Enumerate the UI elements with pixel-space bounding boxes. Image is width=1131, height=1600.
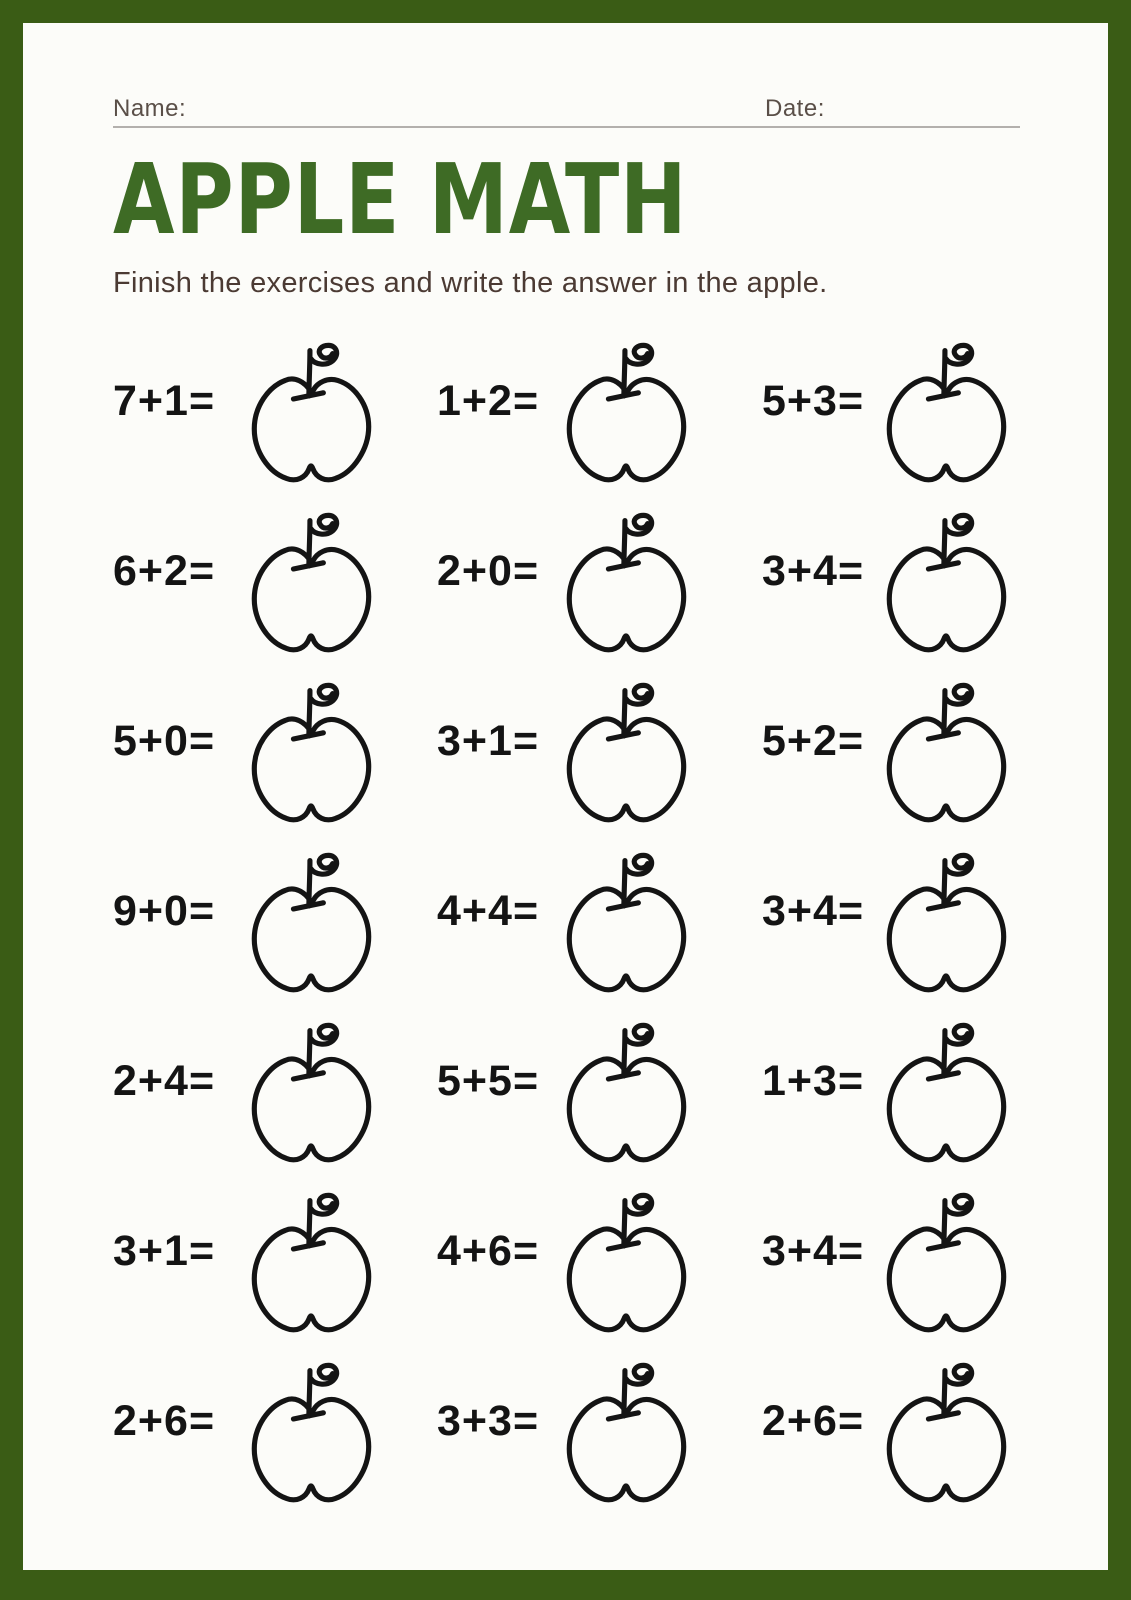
apple-answer-field[interactable] — [245, 508, 379, 665]
apple-answer-field[interactable] — [245, 1358, 379, 1515]
apple-answer-field[interactable] — [245, 338, 379, 495]
equation-label: 3+1= — [113, 1227, 216, 1275]
date-label: Date: — [765, 95, 825, 122]
exercise-cell — [113, 848, 437, 1018]
apple-icon — [889, 1195, 1003, 1329]
apple-answer-field[interactable] — [880, 678, 1014, 835]
apple-icon — [569, 855, 683, 989]
exercise-row — [113, 678, 1020, 848]
apple-icon — [569, 345, 683, 479]
equation-label: 3+1= — [437, 717, 540, 765]
apple-icon — [569, 685, 683, 819]
apple-icon — [569, 1195, 683, 1329]
apple-answer-field[interactable] — [880, 1018, 1014, 1175]
exercise-cell — [113, 1358, 437, 1528]
apple-icon — [889, 1025, 1003, 1159]
exercise-cell — [762, 1358, 1020, 1528]
apple-icon — [889, 345, 1003, 479]
equation-label: 5+5= — [437, 1057, 540, 1105]
apple-answer-field[interactable] — [560, 338, 694, 495]
paper-area — [23, 23, 1108, 1570]
equation-label: 6+2= — [113, 547, 216, 595]
exercise-row — [113, 508, 1020, 678]
apple-answer-field[interactable] — [245, 1018, 379, 1175]
apple-answer-field[interactable] — [880, 1188, 1014, 1345]
exercise-cell — [437, 508, 762, 678]
equation-label: 3+4= — [762, 887, 865, 935]
apple-icon — [254, 1025, 368, 1159]
exercise-cell — [437, 338, 762, 508]
apple-answer-field[interactable] — [560, 508, 694, 665]
apple-icon — [254, 1195, 368, 1329]
equation-label: 5+0= — [113, 717, 216, 765]
exercise-cell — [762, 678, 1020, 848]
equation-label: 5+2= — [762, 717, 865, 765]
apple-answer-field[interactable] — [560, 1018, 694, 1175]
apple-icon — [889, 685, 1003, 819]
exercise-row — [113, 338, 1020, 508]
equation-label: 2+6= — [762, 1397, 865, 1445]
apple-answer-field[interactable] — [560, 1358, 694, 1515]
page-title: APPLE MATH — [113, 143, 688, 256]
exercise-grid — [113, 338, 1020, 1528]
equation-label: 2+0= — [437, 547, 540, 595]
content-area — [113, 23, 1020, 1570]
exercise-row — [113, 848, 1020, 1018]
equation-label: 3+4= — [762, 1227, 865, 1275]
apple-answer-field[interactable] — [245, 1188, 379, 1345]
apple-icon — [254, 855, 368, 989]
apple-answer-field[interactable] — [880, 338, 1014, 495]
apple-icon — [889, 855, 1003, 989]
apple-answer-field[interactable] — [245, 678, 379, 835]
name-date-fill-line[interactable] — [113, 126, 1020, 128]
equation-label: 1+2= — [437, 377, 540, 425]
exercise-row — [113, 1188, 1020, 1358]
exercise-cell — [113, 1018, 437, 1188]
exercise-row — [113, 1358, 1020, 1528]
exercise-cell — [762, 1018, 1020, 1188]
apple-answer-field[interactable] — [880, 848, 1014, 1005]
apple-answer-field[interactable] — [560, 1188, 694, 1345]
apple-icon — [569, 515, 683, 649]
apple-answer-field[interactable] — [880, 1358, 1014, 1515]
exercise-cell — [437, 848, 762, 1018]
exercise-cell — [762, 848, 1020, 1018]
equation-label: 7+1= — [113, 377, 216, 425]
exercise-cell — [437, 1358, 762, 1528]
apple-icon — [254, 685, 368, 819]
equation-label: 9+0= — [113, 887, 216, 935]
exercise-cell — [113, 338, 437, 508]
equation-label: 3+3= — [437, 1397, 540, 1445]
apple-answer-field[interactable] — [245, 848, 379, 1005]
apple-icon — [254, 515, 368, 649]
exercise-cell — [437, 678, 762, 848]
equation-label: 1+3= — [762, 1057, 865, 1105]
apple-icon — [889, 1365, 1003, 1499]
equation-label: 4+6= — [437, 1227, 540, 1275]
equation-label: 4+4= — [437, 887, 540, 935]
apple-answer-field[interactable] — [880, 508, 1014, 665]
apple-answer-field[interactable] — [560, 848, 694, 1005]
apple-answer-field[interactable] — [560, 678, 694, 835]
exercise-cell — [762, 1188, 1020, 1358]
exercise-cell — [113, 678, 437, 848]
exercise-cell — [762, 508, 1020, 678]
apple-icon — [569, 1365, 683, 1499]
name-label: Name: — [113, 95, 187, 122]
equation-label: 3+4= — [762, 547, 865, 595]
apple-icon — [569, 1025, 683, 1159]
equation-label: 5+3= — [762, 377, 865, 425]
exercise-row — [113, 1018, 1020, 1188]
exercise-cell — [437, 1188, 762, 1358]
apple-icon — [254, 345, 368, 479]
exercise-cell — [113, 508, 437, 678]
apple-icon — [889, 515, 1003, 649]
exercise-cell — [113, 1188, 437, 1358]
apple-icon — [254, 1365, 368, 1499]
exercise-cell — [762, 338, 1020, 508]
exercise-cell — [437, 1018, 762, 1188]
equation-label: 2+6= — [113, 1397, 216, 1445]
equation-label: 2+4= — [113, 1057, 216, 1105]
instructions-text: Finish the exercises and write the answer in the apple. — [113, 267, 828, 299]
